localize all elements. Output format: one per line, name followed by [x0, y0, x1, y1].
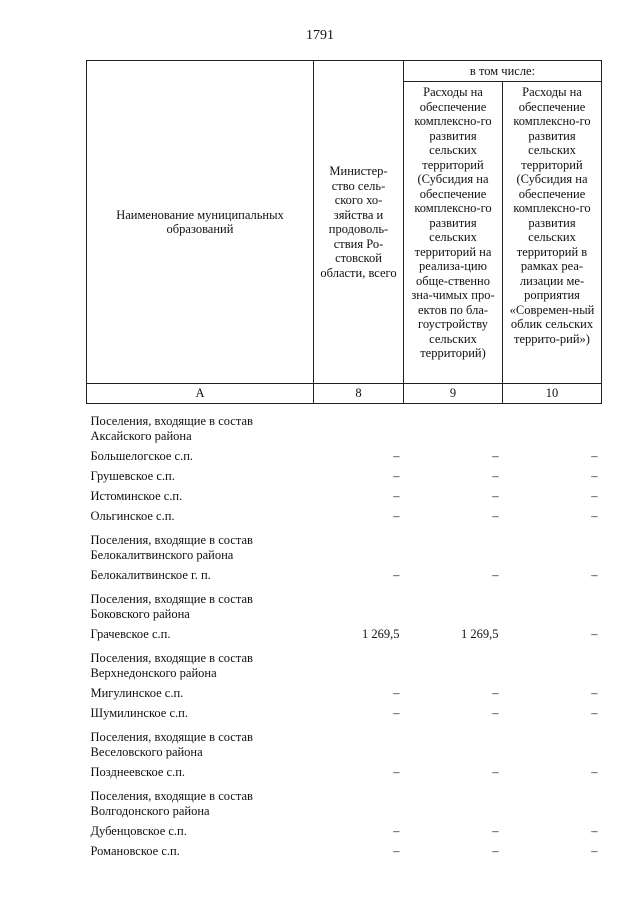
empty-cell [404, 582, 503, 621]
value-c8: – [393, 705, 400, 720]
value-c10: – [591, 567, 598, 582]
empty-cell [314, 641, 404, 680]
header-ministry-total: Министер-ство сель-ского хо-зяйства и продоволь-ствия Ро-стовской области, всего [314, 61, 404, 384]
settlement-name: Позднеевское с.п. [90, 764, 186, 779]
header-in-total: в том числе: [404, 61, 602, 82]
value-c8: – [393, 764, 400, 779]
group-name: Поселения, входящие в состав Волгодонского района [90, 789, 253, 818]
column-number-row [87, 384, 602, 404]
empty-cell [314, 582, 404, 621]
value-c10: – [591, 764, 598, 779]
col-number-9: 9 [404, 384, 503, 404]
header-col-9: Расходы на обеспечение комплексно-го развития сельских территорий (Субсидия на обеспечение комплексно-го развития сельских территорий на реализа-цию обще-ственно зна-чимых про-ектов по бла-гоустройству сельских территорий) [404, 82, 503, 384]
value-c9: – [492, 448, 499, 463]
value-c9: – [492, 685, 499, 700]
empty-cell [404, 779, 503, 818]
value-c9: – [492, 468, 499, 483]
value-c9: 1 269,5 [461, 626, 499, 641]
value-c10: – [591, 843, 598, 858]
empty-cell [503, 720, 602, 759]
value-c9: – [492, 567, 499, 582]
table-row [87, 562, 602, 582]
table-header [87, 61, 602, 404]
value-c10: – [591, 468, 598, 483]
table-row [87, 483, 602, 503]
col-number-10: 10 [503, 384, 602, 404]
settlement-name: Большелогское с.п. [90, 448, 194, 463]
empty-cell [503, 523, 602, 562]
group-name: Поселения, входящие в состав Верхнедонского района [90, 651, 253, 680]
value-c8: – [393, 843, 400, 858]
group-name: Поселения, входящие в состав Боковского района [90, 592, 253, 621]
col-number-8: 8 [314, 384, 404, 404]
empty-cell [404, 641, 503, 680]
empty-cell [404, 404, 503, 444]
table-body [87, 404, 602, 859]
empty-cell [404, 523, 503, 562]
group-header-row [87, 779, 602, 818]
settlement-name: Дубенцовское с.п. [90, 823, 187, 838]
page-number: 1791 [306, 28, 334, 43]
table-row [87, 838, 602, 858]
value-c9: – [492, 823, 499, 838]
table-row [87, 443, 602, 463]
group-name: Поселения, входящие в состав Аксайского района [90, 414, 253, 443]
value-c10: – [591, 685, 598, 700]
value-c8: – [393, 488, 400, 503]
empty-cell [503, 404, 602, 444]
value-c8: – [393, 685, 400, 700]
value-c9: – [492, 843, 499, 858]
header-col-10: Расходы на обеспечение комплексно-го развития сельских территорий (Субсидия на обеспечение комплексно-го развития сельских территорий в рамках реа-лизации ме-роприятия «Современ-ный облик сельских террито-рий») [503, 82, 602, 384]
value-c10: – [591, 448, 598, 463]
value-c10: – [591, 823, 598, 838]
group-name: Поселения, входящие в состав Белокалитвинского района [90, 533, 253, 562]
table-row [87, 700, 602, 720]
value-c8: – [393, 567, 400, 582]
empty-cell [404, 720, 503, 759]
header-municipality-name: Наименование муниципальных образований [87, 61, 314, 384]
value-c10: – [591, 705, 598, 720]
settlement-name: Белокалитвинское г. п. [90, 567, 211, 582]
value-c9: – [492, 764, 499, 779]
settlement-name: Мигулинское с.п. [90, 685, 184, 700]
table-row [87, 463, 602, 483]
settlement-name: Шумилинское с.п. [90, 705, 188, 720]
value-c8: – [393, 468, 400, 483]
value-c9: – [492, 508, 499, 523]
settlement-name: Романовское с.п. [90, 843, 180, 858]
group-name: Поселения, входящие в состав Веселовского района [90, 730, 253, 759]
group-header-row [87, 404, 602, 444]
group-header-row [87, 523, 602, 562]
value-c10: – [591, 508, 598, 523]
value-c8: – [393, 823, 400, 838]
appropriations-table [86, 60, 602, 858]
empty-cell [503, 582, 602, 621]
value-c10: – [591, 488, 598, 503]
group-header-row [87, 582, 602, 621]
value-c8: – [393, 508, 400, 523]
table-row [87, 621, 602, 641]
col-number-a: А [87, 384, 314, 404]
value-c9: – [492, 705, 499, 720]
empty-cell [314, 404, 404, 444]
empty-cell [503, 641, 602, 680]
value-c8: – [393, 448, 400, 463]
settlement-name: Ольгинское с.п. [90, 508, 175, 523]
empty-cell [314, 523, 404, 562]
empty-cell [503, 779, 602, 818]
table-row [87, 759, 602, 779]
value-c9: – [492, 488, 499, 503]
settlement-name: Грушевское с.п. [90, 468, 175, 483]
table-row [87, 818, 602, 838]
settlement-name: Истоминское с.п. [90, 488, 183, 503]
empty-cell [314, 720, 404, 759]
value-c8: 1 269,5 [362, 626, 400, 641]
table-row [87, 503, 602, 523]
empty-cell [314, 779, 404, 818]
settlement-name: Грачевское с.п. [90, 626, 171, 641]
group-header-row [87, 720, 602, 759]
group-header-row [87, 641, 602, 680]
value-c10: – [591, 626, 598, 641]
table-row [87, 680, 602, 700]
